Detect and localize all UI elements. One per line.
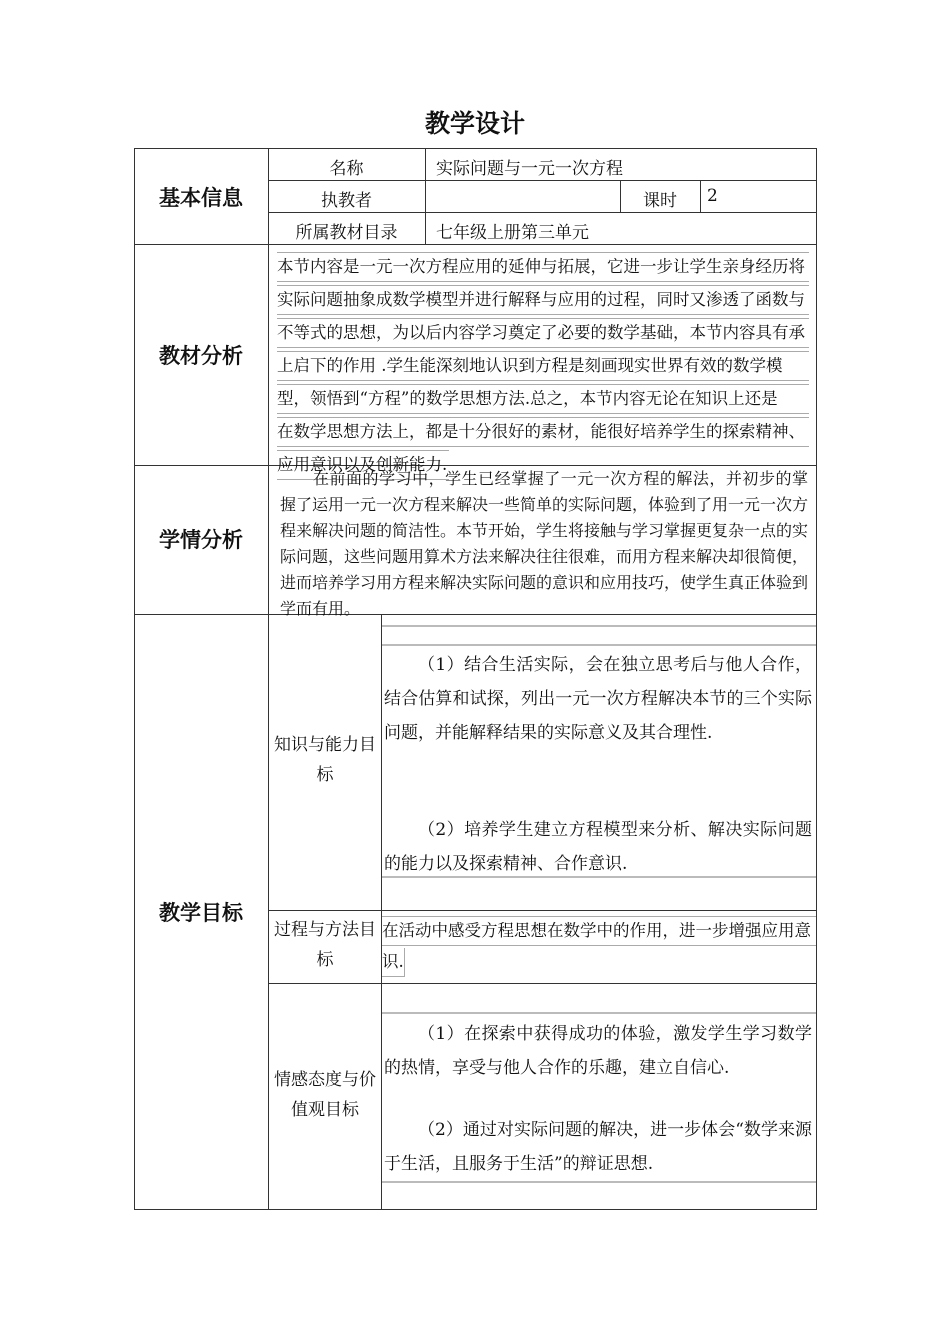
row-divider <box>268 910 817 911</box>
process-goal-label: 过程与方法目标 <box>274 920 376 970</box>
row-divider <box>268 983 817 984</box>
guide-line <box>382 625 816 627</box>
section-objectives: 教学目标 <box>159 901 243 925</box>
text-line: 型，领悟到“方程”的数学思想方法.总之，本节内容无论在知识上还是 <box>277 384 809 414</box>
emotion-goal-p1: （1）在探索中获得成功的体验，激发学生学习数学的热情，享受与他人合作的乐趣，建立自信心. <box>384 1024 812 1078</box>
material-analysis-text <box>277 252 809 480</box>
catalog-value: 七年级上册第三单元 <box>436 223 589 243</box>
section-material-analysis: 教材分析 <box>159 344 243 368</box>
col-divider <box>425 148 426 244</box>
text-line: 不等式的思想，为以后内容学习奠定了必要的数学基础，本节内容具有承 <box>277 318 809 348</box>
row-divider <box>134 244 817 245</box>
guide-line <box>382 644 816 646</box>
catalog-label: 所属教材目录 <box>295 223 398 243</box>
document-title: 教学设计 <box>424 109 525 138</box>
name-label: 名称 <box>329 159 364 179</box>
guide-line <box>382 1181 816 1183</box>
guide-line <box>382 1012 816 1014</box>
hours-label: 课时 <box>643 191 677 211</box>
row-divider <box>268 212 817 213</box>
row-divider <box>268 180 817 181</box>
text-line: 在活动中感受方程思想在数学中的作用，进一步增强应用意 <box>382 916 816 946</box>
col-divider <box>268 614 269 1210</box>
section-basic-info: 基本信息 <box>159 186 243 210</box>
knowledge-goal-p2: （2）培养学生建立方程模型来分析、解决实际问题的能力以及探索精神、合作意识. <box>384 820 812 874</box>
knowledge-goal-label: 知识与能力目标 <box>274 735 376 785</box>
col-divider <box>268 244 269 615</box>
name-value: 实际问题与一元一次方程 <box>436 159 623 179</box>
knowledge-goal-p1: （1）结合生活实际，会在独立思考后与他人合作，结合估算和试探，列出一元一次方程解决本节的三个实际问题，并能解释结果的实际意义及其合理性. <box>384 655 812 743</box>
student-analysis-text: 在前面的学习中，学生已经掌握了一元一次方程的解法，并初步的掌握了运用一元一次方程来解决一些简单的实际问题，体验到了用一元一次方程来解决问题的简洁性。本节开始，学生将接触与学习掌握更复杂一点的实际问题，这些问题用算术方法来解决往往很难，而用方程来解决却很简便，进而培养学习用方程来解决实际问题的意识和应用技巧，使学生真正体验到学而有用。 <box>280 469 809 618</box>
hours-value: 2 <box>707 186 718 206</box>
text-line: 应用意识以及创新能力. <box>277 450 449 480</box>
col-divider <box>700 180 701 212</box>
guide-line <box>382 876 816 878</box>
text-line: 实际问题抽象成数学模型并进行解释与应用的过程，同时又渗透了函数与 <box>277 285 809 315</box>
text-line: 识. <box>382 948 405 977</box>
col-divider <box>381 614 382 1210</box>
text-line: 本节内容是一元一次方程应用的延伸与拓展，它进一步让学生亲身经历将 <box>277 252 809 282</box>
teacher-label: 执教者 <box>321 191 372 211</box>
emotion-goal-label: 情感态度与价值观目标 <box>274 1070 376 1120</box>
text-line: 在数学思想方法上，都是十分很好的素材，能很好培养学生的探索精神、 <box>277 417 809 447</box>
section-student-analysis: 学情分析 <box>159 528 243 552</box>
emotion-goal-p2: （2）通过对实际问题的解决，进一步体会“数学来源于生活，且服务于生活”的辩证思想. <box>384 1120 812 1174</box>
text-line: 上启下的作用 .学生能深刻地认识到方程是刻画现实世界有效的数学模 <box>277 351 809 381</box>
process-goal-text <box>382 916 816 977</box>
